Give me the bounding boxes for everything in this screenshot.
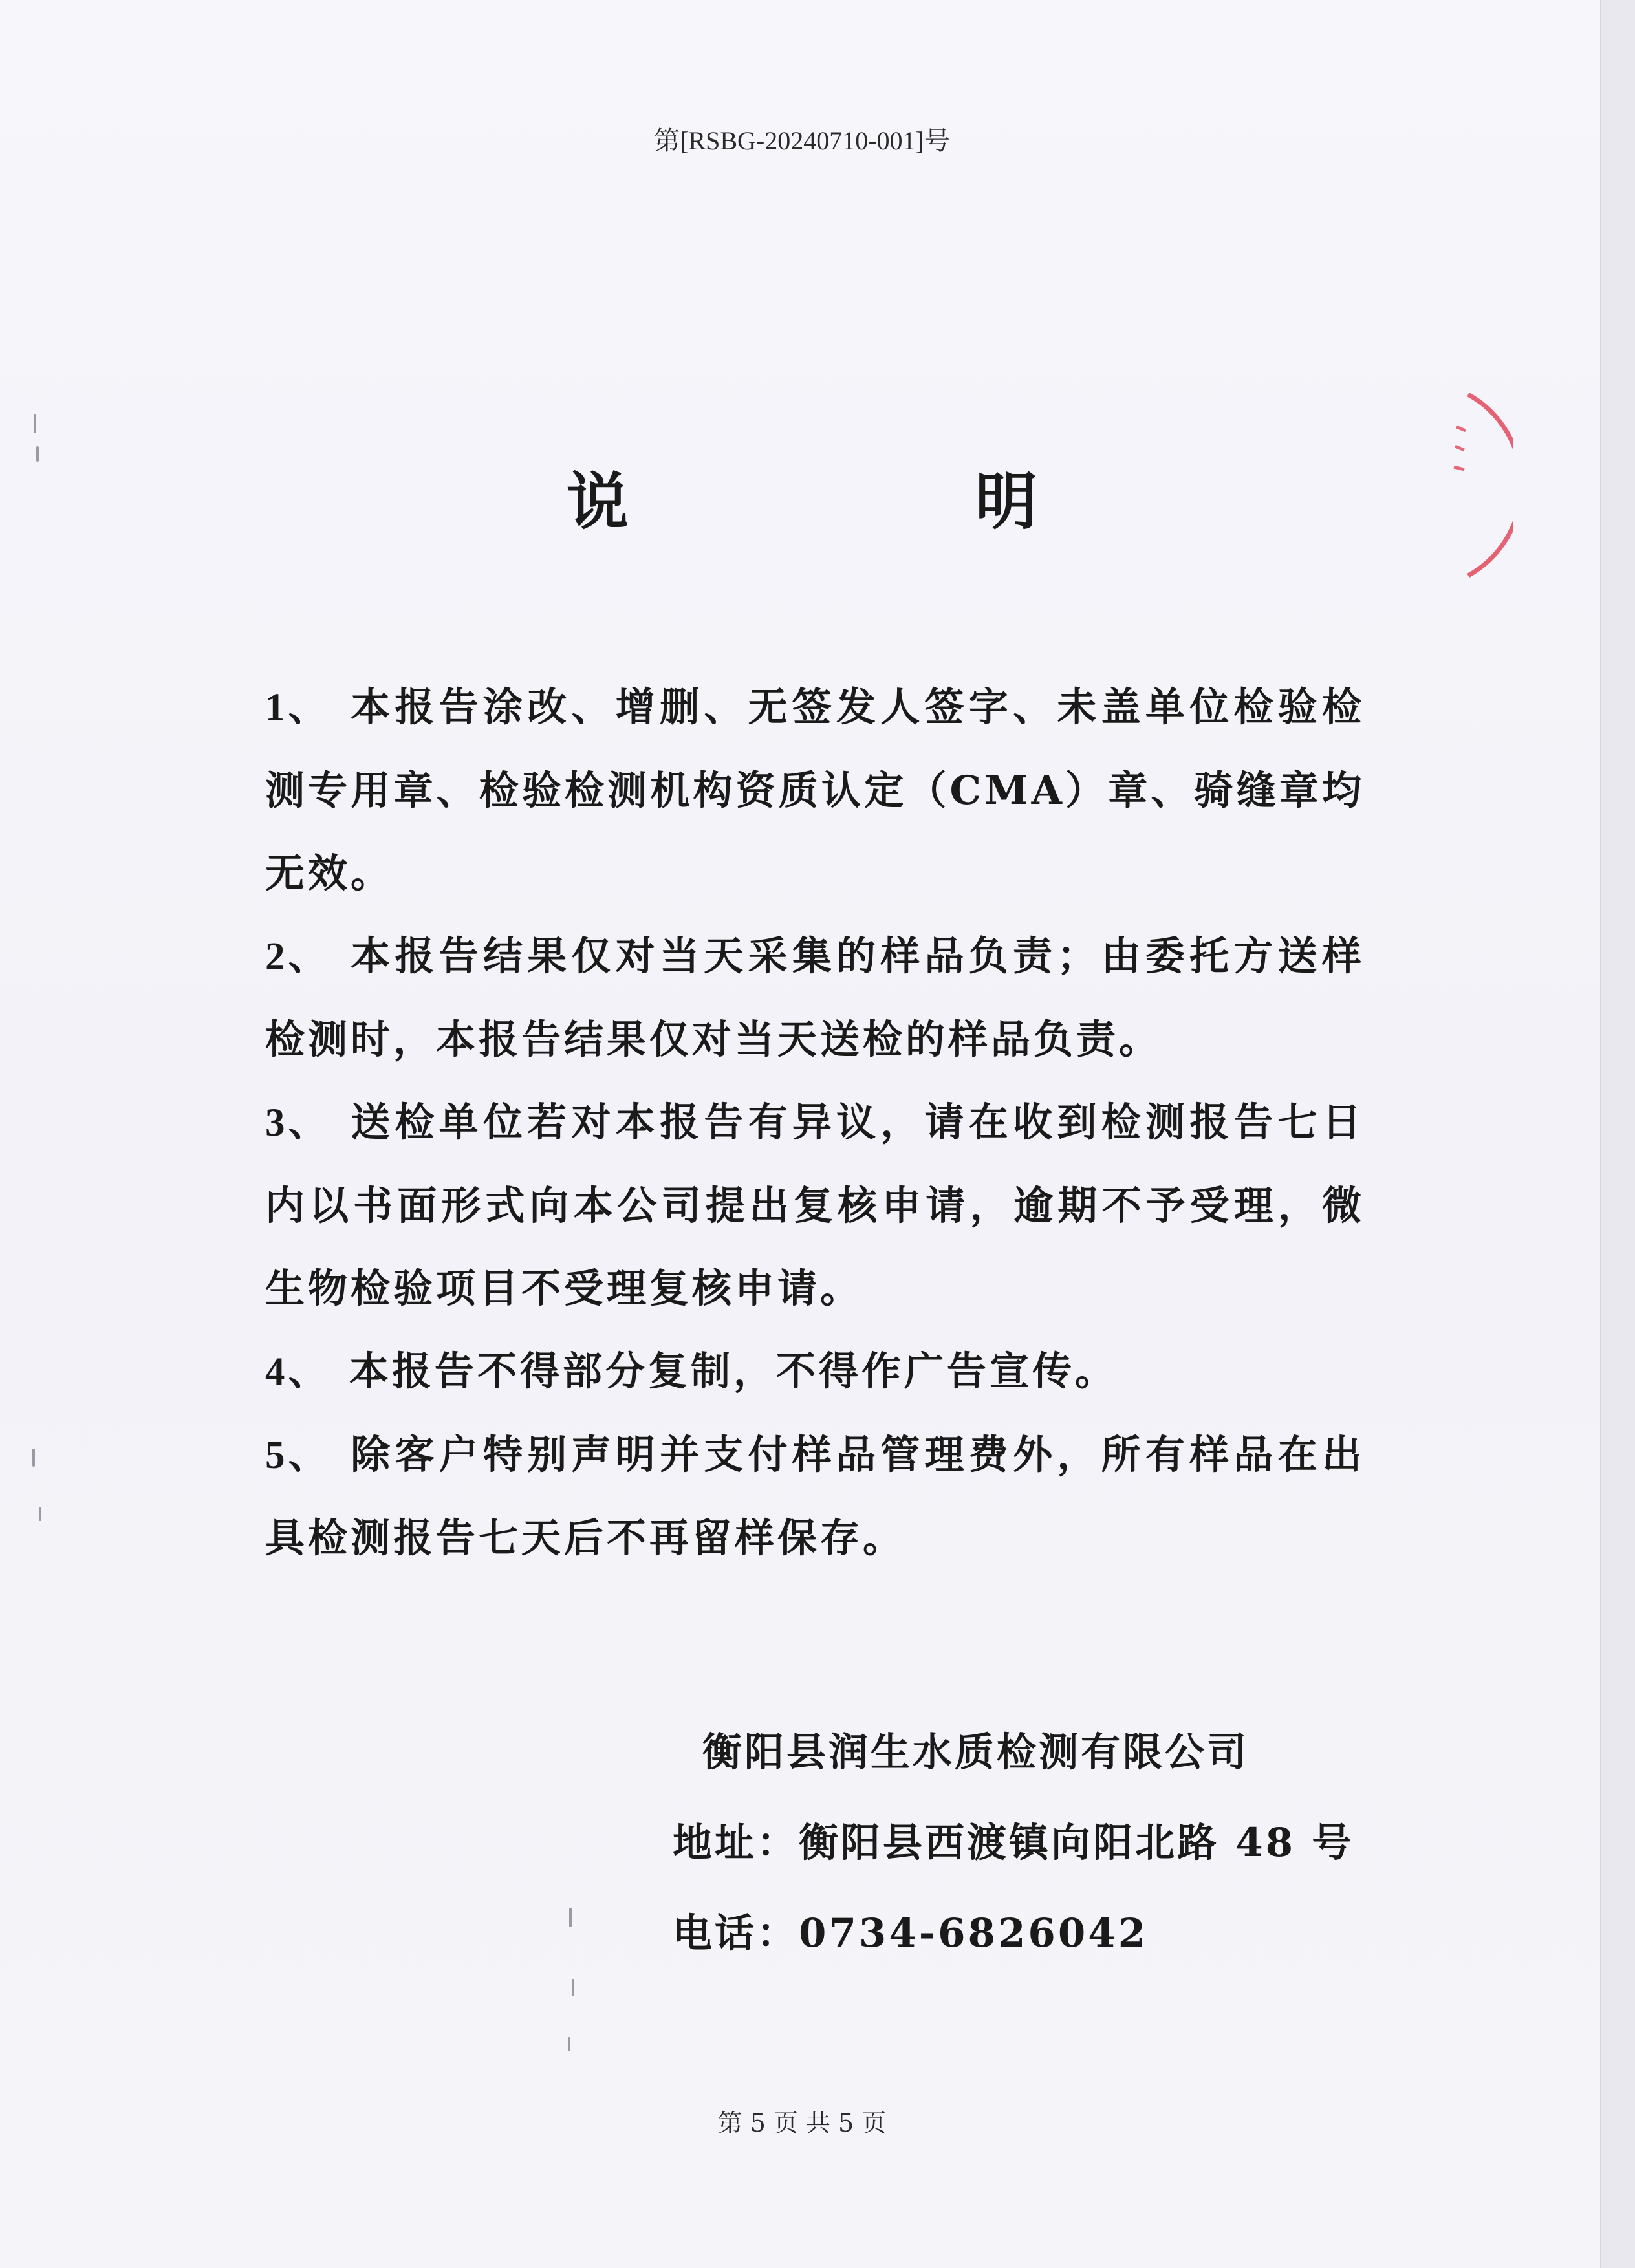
note-text: 本报告结果仅对当天采集的样品负责；由委托方送样检测时，本报告结果仅对当天送检的样品负责。 xyxy=(265,933,1365,1063)
binding-mark xyxy=(568,2037,570,2051)
note-item xyxy=(265,915,1365,1081)
company-phone: 电话：0734-6826042 xyxy=(673,1910,1149,1956)
page-title: 说 明 xyxy=(567,465,1180,538)
page-label: 页 xyxy=(773,2109,798,2137)
page-label: 页 xyxy=(861,2109,887,2137)
binding-mark xyxy=(36,446,39,462)
note-text: 本报告不得部分复制，不得作广告宣传。 xyxy=(349,1348,1118,1394)
binding-mark xyxy=(572,1979,574,1996)
notes-list xyxy=(265,666,1365,1580)
note-item xyxy=(265,1330,1365,1414)
page-number xyxy=(0,2103,1604,2139)
binding-mark xyxy=(39,1507,41,1521)
page-label: 共 xyxy=(806,2109,831,2137)
binding-mark xyxy=(32,1449,35,1467)
note-text: 本报告涂改、增删、无签发人签字、未盖单位检验检测专用章、检验检测机构资质认定（CMA）章、骑缝章均无效。 xyxy=(265,684,1365,896)
page-current: 5 xyxy=(750,2109,766,2137)
page-edge xyxy=(1600,0,1635,2268)
note-number: 3、 xyxy=(265,1101,331,1145)
binding-mark xyxy=(569,1908,572,1927)
note-number: 1、 xyxy=(265,686,331,729)
note-item xyxy=(265,1414,1365,1580)
note-item xyxy=(265,1081,1365,1330)
company-address: 地址：衡阳县西渡镇向阳北路 48 号 xyxy=(673,1820,1354,1866)
page-total: 5 xyxy=(838,2109,854,2137)
report-number: 第[RSBG-20240710-001]号 xyxy=(654,126,950,155)
company-info xyxy=(673,1707,1354,1979)
note-text: 除客户特别声明并支付样品管理费外，所有样品在出具检测报告七天后不再留样保存。 xyxy=(265,1432,1365,1561)
company-name: 衡阳县润生水质检测有限公司 xyxy=(702,1729,1250,1775)
note-number: 5、 xyxy=(265,1434,331,1477)
binding-mark xyxy=(34,414,36,433)
note-number: 4、 xyxy=(265,1350,331,1394)
note-number: 2、 xyxy=(265,935,331,978)
note-item xyxy=(265,666,1365,915)
page-label: 第 xyxy=(717,2109,742,2137)
note-text: 送检单位若对本报告有异议，请在收到检测报告七日内以书面形式向本公司提出复核申请，逾期不予受理，微生物检验项目不受理复核申请。 xyxy=(265,1099,1365,1312)
